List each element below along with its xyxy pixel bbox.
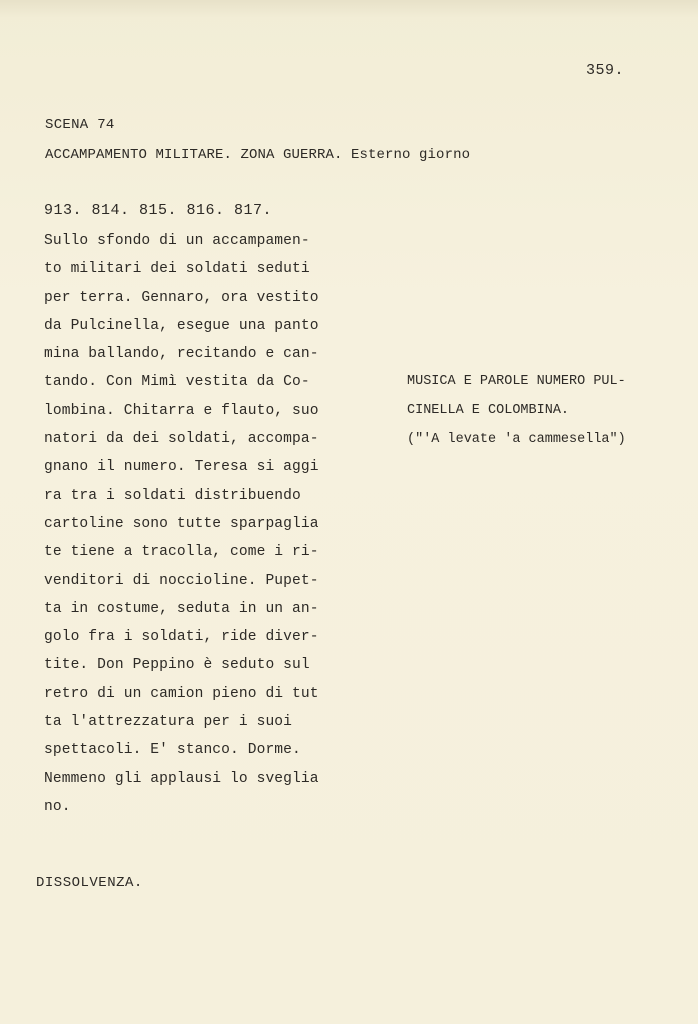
scene-description [44,230,319,824]
description-line: per terra. Gennaro, ora vestito [44,289,319,306]
description-line: lombina. Chitarra e flauto, suo [44,402,319,419]
description-line: golo fra i soldati, ride diver- [44,629,319,646]
page-number: 359. [586,62,625,79]
description-line: retro di un camion pieno di tut [44,685,319,702]
music-note-line: CINELLA E COLOMBINA. [407,403,570,418]
description-line: Nemmeno gli applausi lo sveglia [44,770,319,787]
description-line: Sullo sfondo di un accampamen- [44,233,310,249]
description-line: da Pulcinella, esegue una panto [44,317,319,334]
description-line: ra tra i soldati distribuendo [44,487,301,504]
description-line: ta l'attrezzatura per i suoi [44,714,293,731]
music-note-line: ("'A levate 'a cammesella") [407,432,626,447]
page-edge-shadow [0,0,698,18]
description-line: no. [44,798,71,815]
description-line: venditori di noccioline. Pupet- [44,572,319,589]
transition-label: DISSOLVENZA. [36,875,143,891]
scene-title: SCENA 74 [45,117,115,133]
description-line: te tiene a tracolla, come i ri- [44,544,319,561]
music-note-line: MUSICA E PAROLE NUMERO PUL- [407,374,626,389]
description-line: natori da dei soldati, accompa- [44,431,319,448]
description-line: ta in costume, seduta in un an- [44,600,319,617]
description-line: spettacoli. E' stanco. Dorme. [44,742,301,759]
description-line: gnano il numero. Teresa si aggi [44,459,319,476]
description-line: cartoline sono tutte sparpaglia [44,515,319,532]
music-note [407,371,626,458]
description-line: to militari dei soldati seduti [44,261,310,278]
description-line: mina ballando, recitando e can- [44,346,319,363]
description-line: tite. Don Peppino è seduto sul [44,657,310,674]
scene-location: ACCAMPAMENTO MILITARE. ZONA GUERRA. Esterno giorno [45,147,471,163]
shot-numbers: 913. 814. 815. 816. 817. [44,202,273,219]
description-line: tando. Con Mimì vestita da Co- [44,374,310,391]
